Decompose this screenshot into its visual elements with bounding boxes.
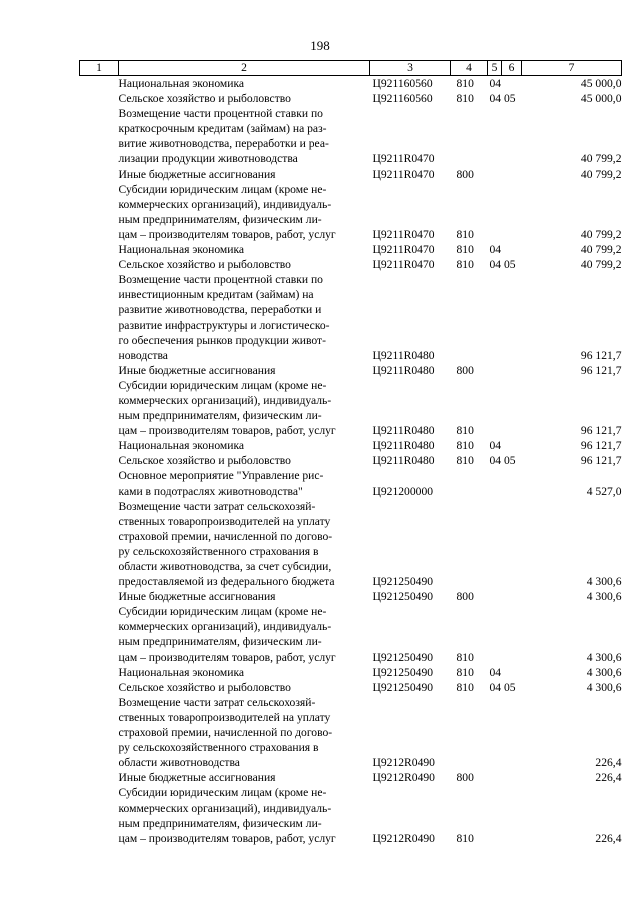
row-code-cell: Ц9211R0470 bbox=[372, 152, 435, 166]
row-amount-cell: 40 799,2 bbox=[580, 167, 622, 181]
row-code-cell: Ц9211R0470 bbox=[372, 167, 435, 181]
row-ved-cell: 810 bbox=[456, 665, 474, 679]
row-code-cell: Ц9212R0490 bbox=[372, 756, 435, 770]
row-number-cell bbox=[80, 680, 119, 695]
row-name-cell: Возмещение части процентной ставки по инвестиционным кредитам (займам) на развитие животноводства, переработки и развитие инфраструктуры и логистическо- го обеспечения рынков продукции живот- новодства bbox=[118, 273, 330, 362]
table-row bbox=[80, 785, 622, 845]
table-row bbox=[80, 363, 622, 378]
table-row bbox=[80, 242, 622, 257]
table-row bbox=[80, 604, 622, 664]
row-code-cell: Ц9211R0470 bbox=[372, 243, 435, 257]
row-number-cell bbox=[80, 363, 119, 378]
table-row bbox=[80, 680, 622, 695]
row-code-cell: Ц921250490 bbox=[372, 650, 434, 664]
row-section-cell: 04 05 bbox=[489, 680, 516, 694]
table-row bbox=[80, 272, 622, 363]
row-number-cell bbox=[80, 91, 119, 106]
row-name-cell: Возмещение части затрат сельскохозяй- ственных товаропроизводителей на уплату страховой премии, начисленной по догово- ру сельскохозяйственного страхования в области животноводства bbox=[118, 695, 333, 770]
row-number-cell bbox=[80, 257, 119, 272]
row-code-cell: Ц921250490 bbox=[372, 665, 434, 679]
table-row bbox=[80, 770, 622, 785]
row-section-cell: 04 bbox=[489, 439, 502, 453]
row-ved-cell bbox=[451, 272, 488, 363]
row-section-cell bbox=[488, 695, 522, 770]
row-name-cell: Сельское хозяйство и рыболовство bbox=[118, 680, 291, 694]
row-amount-cell: 96 121,7 bbox=[580, 424, 622, 438]
table-row bbox=[80, 695, 622, 770]
row-ved-cell: 800 bbox=[456, 167, 474, 181]
row-section-cell bbox=[488, 363, 522, 378]
row-name-cell: Национальная экономика bbox=[118, 665, 245, 679]
column-header: 5 bbox=[488, 61, 502, 76]
table-row bbox=[80, 167, 622, 182]
row-number-cell bbox=[80, 785, 119, 845]
row-section-cell bbox=[488, 167, 522, 182]
table-header-row bbox=[80, 61, 622, 76]
column-header: 7 bbox=[522, 61, 622, 76]
row-ved-cell: 810 bbox=[456, 454, 474, 468]
row-code-cell: Ц921250490 bbox=[372, 680, 434, 694]
row-name-cell: Возмещение части процентной ставки по краткосрочным кредитам (займам) на раз- витие животноводства, переработки и реа- лизации продукции животноводства bbox=[118, 107, 329, 166]
row-section-cell bbox=[488, 589, 522, 604]
row-amount-cell: 4 300,6 bbox=[586, 590, 622, 604]
row-name-cell: Субсидии юридическим лицам (кроме не- коммерческих организаций), индивидуаль- ным предпринимателям, физическим ли- цам – производителям товаров, работ, услуг bbox=[118, 605, 336, 664]
row-section-cell bbox=[488, 272, 522, 363]
row-number-cell bbox=[80, 499, 119, 590]
row-number-cell bbox=[80, 182, 119, 242]
row-ved-cell: 810 bbox=[456, 680, 474, 694]
row-ved-cell: 800 bbox=[456, 590, 474, 604]
row-name-cell: Основное мероприятие "Управление рис- ками в подотраслях животноводства" bbox=[118, 469, 324, 498]
table-row bbox=[80, 468, 622, 498]
table-row bbox=[80, 589, 622, 604]
row-code-cell: Ц9211R0480 bbox=[372, 363, 435, 377]
row-name-cell: Субсидии юридическим лицам (кроме не- коммерческих организаций), индивидуаль- ным предпринимателям, физическим ли- цам – производителям товаров, работ, услуг bbox=[118, 378, 336, 438]
row-section-cell bbox=[488, 106, 522, 166]
row-amount-cell: 226,4 bbox=[595, 771, 622, 785]
row-section-cell: 04 05 bbox=[489, 258, 516, 272]
row-section-cell: 04 bbox=[489, 665, 502, 679]
row-ved-cell: 810 bbox=[456, 227, 474, 241]
row-name-cell: Иные бюджетные ассигнования bbox=[118, 363, 276, 377]
column-header: 3 bbox=[370, 61, 451, 76]
row-number-cell bbox=[80, 665, 119, 680]
row-name-cell: Национальная экономика bbox=[118, 439, 245, 453]
row-section-cell: 04 05 bbox=[489, 454, 516, 468]
row-number-cell bbox=[80, 453, 119, 468]
row-amount-cell: 40 799,2 bbox=[580, 227, 622, 241]
row-number-cell bbox=[80, 589, 119, 604]
row-name-cell: Субсидии юридическим лицам (кроме не- коммерческих организаций), индивидуаль- ным предпринимателям, физическим ли- цам – производителям товаров, работ, услуг bbox=[118, 182, 336, 241]
row-code-cell: Ц921200000 bbox=[372, 484, 434, 498]
row-code-cell: Ц9211R0480 bbox=[372, 348, 435, 362]
row-amount-cell: 40 799,2 bbox=[580, 152, 622, 166]
row-number-cell bbox=[80, 167, 119, 182]
row-amount-cell: 45 000,0 bbox=[580, 92, 622, 106]
row-number-cell bbox=[80, 468, 119, 498]
table-row bbox=[80, 378, 622, 438]
row-section-cell bbox=[488, 378, 522, 438]
row-number-cell bbox=[80, 76, 119, 92]
row-section-cell bbox=[488, 499, 522, 590]
row-ved-cell bbox=[451, 499, 488, 590]
row-amount-cell: 226,4 bbox=[595, 756, 622, 770]
row-number-cell bbox=[80, 272, 119, 363]
table-row bbox=[80, 499, 622, 590]
row-ved-cell: 810 bbox=[456, 650, 474, 664]
row-name-cell: Иные бюджетные ассигнования bbox=[118, 771, 276, 785]
row-ved-cell: 810 bbox=[456, 439, 474, 453]
row-number-cell bbox=[80, 695, 119, 770]
row-amount-cell: 96 121,7 bbox=[580, 363, 622, 377]
row-ved-cell: 810 bbox=[456, 831, 474, 845]
row-section-cell: 04 bbox=[489, 243, 502, 257]
row-section-cell: 04 05 bbox=[489, 92, 516, 106]
row-name-cell: Сельское хозяйство и рыболовство bbox=[118, 92, 291, 106]
row-code-cell: Ц921160560 bbox=[372, 77, 433, 90]
row-name-cell: Иные бюджетные ассигнования bbox=[118, 590, 276, 604]
table-row bbox=[80, 257, 622, 272]
row-amount-cell: 4 300,6 bbox=[586, 665, 622, 679]
row-code-cell: Ц921250490 bbox=[372, 590, 434, 604]
row-section-cell bbox=[488, 468, 522, 498]
row-amount-cell: 96 121,7 bbox=[580, 348, 622, 362]
table-row bbox=[80, 106, 622, 166]
row-ved-cell bbox=[451, 106, 488, 166]
row-amount-cell: 45 000,0 bbox=[580, 77, 622, 90]
row-section-cell bbox=[488, 604, 522, 664]
row-ved-cell: 800 bbox=[456, 771, 474, 785]
row-name-cell: Сельское хозяйство и рыболовство bbox=[118, 454, 291, 468]
row-ved-cell bbox=[451, 695, 488, 770]
table-row bbox=[80, 91, 622, 106]
row-code-cell: Ц9211R0470 bbox=[372, 258, 435, 272]
table-row bbox=[80, 76, 622, 92]
column-header: 2 bbox=[119, 61, 370, 76]
row-ved-cell: 810 bbox=[456, 243, 474, 257]
row-code-cell: Ц9212R0490 bbox=[372, 831, 435, 845]
row-amount-cell: 4 300,6 bbox=[586, 575, 622, 589]
row-ved-cell: 810 bbox=[456, 92, 474, 106]
row-number-cell bbox=[80, 438, 119, 453]
row-number-cell bbox=[80, 378, 119, 438]
page-number: 198 bbox=[310, 38, 330, 53]
row-number-cell bbox=[80, 604, 119, 664]
column-header: 6 bbox=[502, 61, 522, 76]
row-ved-cell: 810 bbox=[456, 424, 474, 438]
row-code-cell: Ц9211R0480 bbox=[372, 439, 435, 453]
row-amount-cell: 40 799,2 bbox=[580, 258, 622, 272]
table-row bbox=[80, 438, 622, 453]
row-number-cell bbox=[80, 106, 119, 166]
row-name-cell: Национальная экономика bbox=[118, 243, 245, 257]
row-amount-cell: 226,4 bbox=[595, 831, 622, 845]
budget-table bbox=[79, 60, 622, 846]
row-number-cell bbox=[80, 770, 119, 785]
row-code-cell: Ц9211R0470 bbox=[372, 227, 435, 241]
row-section-cell bbox=[488, 770, 522, 785]
row-amount-cell: 4 300,6 bbox=[586, 680, 622, 694]
row-code-cell: Ц9212R0490 bbox=[372, 771, 435, 785]
row-amount-cell: 4 300,6 bbox=[586, 650, 622, 664]
column-header: 1 bbox=[80, 61, 119, 76]
row-code-cell: Ц9211R0480 bbox=[372, 454, 435, 468]
row-ved-cell: 800 bbox=[456, 363, 474, 377]
row-name-cell: Возмещение части затрат сельскохозяй- ственных товаропроизводителей на уплату страховой премии, начисленной по догово- ру сельскохозяйственного страхования в области животноводства, за счет субсидии, предоставляемой из федерального бюджета bbox=[118, 499, 335, 589]
row-number-cell bbox=[80, 242, 119, 257]
row-amount-cell: 4 527,0 bbox=[586, 484, 622, 498]
table-row bbox=[80, 453, 622, 468]
row-section-cell: 04 bbox=[489, 77, 502, 90]
row-name-cell: Иные бюджетные ассигнования bbox=[118, 167, 276, 181]
row-section-cell bbox=[488, 182, 522, 242]
row-amount-cell: 96 121,7 bbox=[580, 454, 622, 468]
row-code-cell: Ц9211R0480 bbox=[372, 424, 435, 438]
row-code-cell: Ц921160560 bbox=[372, 92, 433, 106]
row-code-cell: Ц921250490 bbox=[372, 575, 434, 589]
column-header: 4 bbox=[451, 61, 488, 76]
row-ved-cell: 810 bbox=[456, 258, 474, 272]
row-section-cell bbox=[488, 785, 522, 845]
row-ved-cell: 810 bbox=[456, 77, 474, 90]
row-name-cell: Национальная экономика bbox=[118, 77, 245, 90]
table-row bbox=[80, 665, 622, 680]
table-row bbox=[80, 182, 622, 242]
row-ved-cell bbox=[451, 468, 488, 498]
row-amount-cell: 40 799,2 bbox=[580, 243, 622, 257]
row-name-cell: Субсидии юридическим лицам (кроме не- коммерческих организаций), индивидуаль- ным предпринимателям, физическим ли- цам – производителям товаров, работ, услуг bbox=[118, 786, 336, 845]
row-amount-cell: 96 121,7 bbox=[580, 439, 622, 453]
row-name-cell: Сельское хозяйство и рыболовство bbox=[118, 258, 291, 272]
